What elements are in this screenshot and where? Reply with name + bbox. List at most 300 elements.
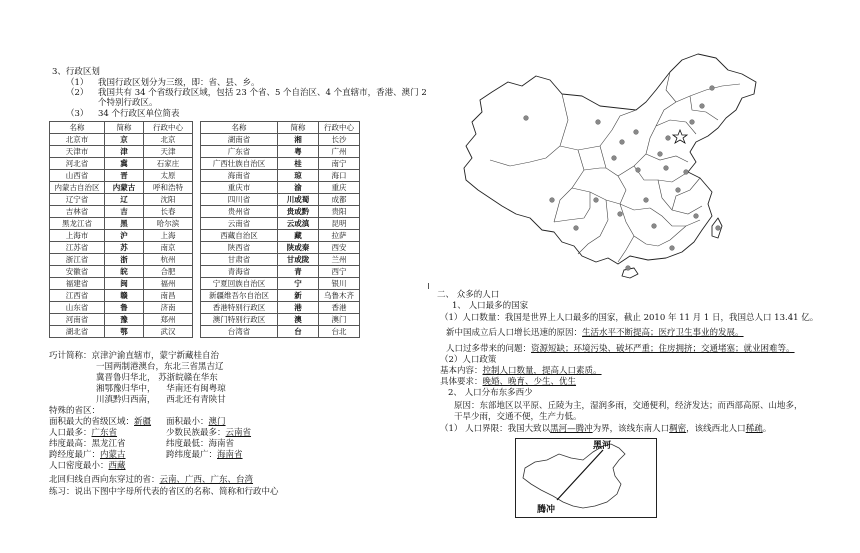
density-min-label: 人口密度最小： (49, 461, 109, 471)
province-name-text: 天津市 (65, 146, 89, 156)
province-capital (319, 290, 360, 302)
province-name-text: 西藏自治区 (220, 230, 258, 240)
province-name-text: 吉林省 (65, 206, 89, 216)
mnemonic-line-1: 巧计简称：京津沪渝直辖市，蒙宁新藏桂自治 (49, 351, 220, 361)
capital-dot (634, 130, 639, 135)
province-capital-text: 台北 (331, 326, 347, 336)
province-capital (144, 278, 193, 290)
capital-dot (524, 116, 529, 121)
capital-dot (716, 226, 721, 231)
province-capital-text: 郑州 (160, 314, 176, 324)
province-abbr-text: 辽 (120, 194, 128, 204)
province-name-text: 福建省 (65, 278, 89, 288)
province-abbr (105, 134, 144, 146)
province-name-text: 澳门特别行政区 (212, 314, 266, 324)
province-capital (319, 302, 360, 314)
capital-dot (636, 168, 641, 173)
province-name (201, 254, 278, 266)
header-abbr: 简称 (278, 122, 319, 134)
province-abbr-text: 闽 (120, 278, 128, 288)
province-abbr-text: 粤 (294, 146, 302, 156)
province-name-text: 香港特别行政区 (212, 302, 266, 312)
province-capital (144, 134, 193, 146)
capital-dot (550, 198, 555, 203)
mnemonic-line-5: 川滇黔归西南， 西北还有青陕甘 (96, 395, 226, 405)
province-capital (319, 134, 360, 146)
province-abbr (278, 146, 319, 158)
province-abbr (105, 290, 144, 302)
table-row (50, 182, 193, 194)
province-capital-text: 银川 (331, 278, 347, 288)
page-separator (428, 283, 429, 289)
minority-value: 云南省 (225, 428, 252, 438)
province-capital-text: 北京 (160, 134, 176, 144)
province-name (201, 146, 278, 158)
minority-max (166, 428, 251, 439)
province-name (201, 194, 278, 206)
province-name (50, 158, 105, 170)
province-abbr-text: 澳 (294, 314, 302, 324)
province-abbr-text: 青 (294, 266, 302, 276)
lon-span-value: 海南省 (217, 450, 243, 460)
province-abbr (278, 218, 319, 230)
province-capital (144, 194, 193, 206)
province-name (50, 146, 105, 158)
province-abbr (105, 242, 144, 254)
province-abbr (278, 182, 319, 194)
province-abbr-text: 港 (294, 302, 302, 312)
header-name: 名称 (201, 122, 278, 134)
lat-span-widest (166, 450, 243, 461)
province-abbr (278, 134, 319, 146)
province-abbr (278, 266, 319, 278)
p9-sparse: 稀疏 (745, 424, 763, 434)
mnemonic-line-2: 一国两制港澳台，东北三省黑吉辽 (96, 362, 224, 372)
province-capital (144, 314, 193, 326)
province-name-text: 黑龙江省 (62, 218, 92, 228)
province-abbr (105, 218, 144, 230)
area-min-label: 面积最小： (166, 417, 209, 427)
area-min-value: 澳门 (208, 417, 226, 427)
province-capital-text: 重庆 (331, 182, 347, 192)
province-name (201, 134, 278, 146)
lat-max: 纬度最高：黑龙江省 (49, 439, 126, 449)
province-capital (144, 326, 193, 338)
province-name-text: 贵州省 (227, 206, 251, 216)
p9-a: （1） 人口界限：我国大致以 (440, 424, 551, 434)
province-abbr (278, 230, 319, 242)
province-name-text: 内蒙古自治区 (54, 182, 100, 192)
population-p5 (440, 366, 602, 377)
province-abbr-text: 浙 (120, 254, 128, 264)
province-capital-text: 长沙 (331, 134, 347, 144)
province-capital (319, 314, 360, 326)
province-capital (319, 182, 360, 194)
province-capital (144, 170, 193, 182)
province-abbr-text: 云或滇 (286, 218, 310, 228)
province-name (201, 326, 278, 338)
table-row (50, 266, 193, 278)
capital-dot (694, 214, 699, 219)
capital-dot (664, 166, 669, 171)
province-abbr (105, 278, 144, 290)
province-abbr-text: 鲁 (120, 302, 128, 312)
province-capital-text: 福州 (160, 278, 176, 288)
province-abbr (105, 326, 144, 338)
capital-dot (596, 120, 601, 125)
p2-value: 生活水平不断提高；医疗卫生事业的发展。 (582, 328, 744, 338)
province-capital (319, 242, 360, 254)
table-row (50, 290, 193, 302)
province-capital (144, 230, 193, 242)
table-row (50, 194, 193, 206)
capital-dot (710, 86, 715, 91)
province-abbr (105, 194, 144, 206)
table-row (201, 218, 360, 230)
table-row (50, 242, 193, 254)
capital-dot (666, 136, 671, 141)
population-p9 (440, 424, 771, 435)
province-abbr-text: 桂 (294, 158, 302, 168)
capital-dot (618, 212, 623, 217)
table-row (201, 242, 360, 254)
province-abbr (105, 206, 144, 218)
province-abbr-text: 豫 (120, 314, 128, 324)
province-capital (319, 266, 360, 278)
province-capital-text: 澳门 (331, 314, 347, 324)
province-abbr (278, 314, 319, 326)
pop-max-value: 广东省 (91, 428, 118, 438)
mnemonic-line-3: 冀晋鲁归华北， 苏浙皖赣在华东 (96, 373, 218, 383)
province-name (201, 314, 278, 326)
province-capital (144, 146, 193, 158)
p6-label: 具体要求： (440, 377, 483, 387)
province-name (201, 290, 278, 302)
province-name (50, 290, 105, 302)
province-capital (319, 194, 360, 206)
province-name-text: 台湾省 (227, 326, 251, 336)
province-name (50, 218, 105, 230)
province-abbr-text: 甘或陇 (286, 254, 310, 264)
item2-line2: 个特别行政区。 (98, 98, 158, 108)
table-row (201, 194, 360, 206)
province-capital-text: 太原 (160, 170, 176, 180)
province-capital (319, 218, 360, 230)
item3-number: （3） (66, 109, 89, 119)
province-capital-text: 成都 (331, 194, 347, 204)
province-capital (144, 290, 193, 302)
capital-dot (700, 104, 705, 109)
province-capital-text: 拉萨 (331, 230, 347, 240)
province-abbr-text: 皖 (120, 266, 128, 276)
table-row (201, 206, 360, 218)
province-name (201, 158, 278, 170)
province-capital-text: 南宁 (331, 158, 347, 168)
p9-c: 为界，该线东南人口 (592, 424, 670, 434)
table-row (201, 290, 360, 302)
province-capital-text: 杭州 (160, 254, 176, 264)
province-name (50, 206, 105, 218)
province-capital-text: 武汉 (160, 326, 176, 336)
area-max-value: 新疆 (134, 417, 152, 427)
province-abbr (278, 290, 319, 302)
tengchong-label: 腾冲 (537, 505, 556, 515)
province-name-text: 江苏省 (65, 242, 89, 252)
province-capital (144, 302, 193, 314)
lon-span-label: 跨纬度最广： (166, 450, 218, 460)
table-row (201, 254, 360, 266)
province-abbr-text: 川或蜀 (286, 194, 310, 204)
province-abbr-text: 新 (294, 290, 302, 300)
area-min (166, 417, 226, 428)
province-abbr-text: 赣 (120, 290, 128, 300)
province-capital-text: 海口 (331, 170, 347, 180)
province-name-text: 湖南省 (227, 134, 251, 144)
province-name-text: 江西省 (65, 290, 89, 300)
province-name-text: 山西省 (65, 170, 89, 180)
province-abbr-text: 津 (120, 146, 128, 156)
province-capital-text: 沈阳 (160, 194, 176, 204)
province-name-text: 北京市 (65, 134, 89, 144)
province-capital (144, 254, 193, 266)
province-capital-text: 南京 (160, 242, 176, 252)
province-name (201, 242, 278, 254)
header-capital: 行政中心 (144, 122, 193, 134)
province-abbr (278, 302, 319, 314)
province-name-text: 新疆维吾尔自治区 (209, 290, 269, 300)
capital-dot (626, 266, 631, 271)
capital-dot (670, 246, 675, 251)
heihe-label: 黑河 (593, 441, 612, 451)
province-capital (144, 158, 193, 170)
table-row (50, 206, 193, 218)
province-abbr (278, 206, 319, 218)
province-capital-text: 香港 (331, 302, 347, 312)
table-row (201, 230, 360, 242)
section-title: 3、行政区划 (52, 67, 100, 77)
province-capital (144, 242, 193, 254)
p3-label: 人口过多带来的问题： (446, 344, 532, 354)
population-p6 (440, 377, 576, 388)
province-name (201, 278, 278, 290)
province-abbr-text: 晋 (120, 170, 128, 180)
table-row (201, 314, 360, 326)
table-header-row (50, 122, 193, 134)
p3-value: 资源短缺；环境污染、破坏严重；住房拥挤；交通堵塞；就业困难等。 (531, 344, 795, 354)
province-abbr (278, 170, 319, 182)
province-name-text: 湖北省 (65, 326, 89, 336)
province-capital-text: 天津 (160, 146, 176, 156)
province-capital-text: 昆明 (331, 218, 347, 228)
province-name-text: 辽宁省 (65, 194, 89, 204)
capital-dot (690, 120, 695, 125)
province-abbr-text: 陕或秦 (286, 242, 310, 252)
province-capital (319, 170, 360, 182)
population-heading: 二、 众多的人口 (437, 290, 500, 300)
lat-min: 纬度最低：海南省 (166, 439, 235, 449)
province-abbr (278, 254, 319, 266)
table-row (201, 278, 360, 290)
p5-label: 基本内容： (440, 366, 483, 376)
capital-dot (658, 152, 663, 157)
province-abbr (105, 170, 144, 182)
province-table-left (49, 121, 193, 338)
province-name (201, 170, 278, 182)
province-table-right (200, 121, 360, 338)
lat-span-value: 内蒙古 (100, 450, 126, 460)
table-row (201, 146, 360, 158)
table-row (201, 182, 360, 194)
province-name (50, 254, 105, 266)
province-name (50, 182, 105, 194)
province-capital (144, 218, 193, 230)
province-name (201, 266, 278, 278)
province-name (201, 182, 278, 194)
table-row (50, 134, 193, 146)
province-capital (144, 206, 193, 218)
item3-text: 34 个行政区单位简表 (98, 109, 180, 119)
province-capital (319, 278, 360, 290)
tropic-value: 云南、广西、广东、台湾 (159, 475, 254, 485)
population-sub2: 2、 人口分布东多西少 (448, 388, 533, 398)
province-abbr-text: 沪 (120, 230, 128, 240)
province-capital (319, 230, 360, 242)
heihe-tengchong-map (515, 438, 657, 518)
p9-e: ，该线西北人口 (686, 424, 746, 434)
header-capital: 行政中心 (319, 122, 360, 134)
province-name-text: 陕西省 (227, 242, 251, 252)
special-title: 特殊的省区： (49, 406, 101, 416)
province-name (50, 278, 105, 290)
province-name-text: 河南省 (65, 314, 89, 324)
province-name-text: 上海市 (65, 230, 89, 240)
province-abbr (278, 326, 319, 338)
province-abbr-text: 鄂 (120, 326, 128, 336)
province-abbr (105, 158, 144, 170)
capital-dot (676, 188, 681, 193)
province-capital-text: 济南 (160, 302, 176, 312)
mnemonic-line-4: 湘鄂豫归华中， 华南还有闽粤琼 (96, 384, 226, 394)
province-abbr-text: 湘 (294, 134, 302, 144)
province-name (50, 170, 105, 182)
province-abbr (105, 182, 144, 194)
capital-dot (594, 198, 599, 203)
province-name (50, 194, 105, 206)
table-row (201, 158, 360, 170)
province-name-text: 云南省 (227, 218, 251, 228)
province-capital-text: 西安 (331, 242, 347, 252)
item2-number: （2） (66, 88, 89, 98)
province-abbr-text: 藏 (294, 230, 302, 240)
p5-value: 控制人口数量，提高人口素质。 (482, 366, 602, 376)
item2-line1: 我国共有 34 个省级行政区域，包括 23 个省、5 个自治区、4 个直辖市，香港、澳门 2 (98, 88, 427, 98)
p9-g: 。 (762, 424, 772, 434)
province-capital-text: 呼和浩特 (153, 182, 183, 192)
capital-dot (620, 140, 625, 145)
p9-line-name: 黑河—腾冲 (550, 424, 593, 434)
population-p7: 原因：东部地区以平原、丘陵为主，湿润多雨，交通便利，经济发达；而西部高原、山地多， (454, 401, 803, 411)
population-p1: （1）人口数量：我国是世界上人口最多的国家，截止 2010 年 11 月 1 日，我国总人口 13.41 亿。 (440, 313, 819, 323)
province-capital (319, 206, 360, 218)
tropic-line (49, 475, 253, 486)
table-row (50, 218, 193, 230)
item1-text: 我国行政区划分为三级，即：省、县、乡。 (98, 78, 260, 88)
province-name-text: 宁夏回族自治区 (212, 278, 266, 288)
china-province-map (450, 50, 770, 280)
province-capital-text: 上海 (160, 230, 176, 240)
table-row (50, 158, 193, 170)
province-abbr (105, 230, 144, 242)
province-abbr (278, 242, 319, 254)
lon-span-widest (49, 450, 126, 461)
item1-number: （1） (66, 78, 89, 88)
province-abbr (278, 278, 319, 290)
province-abbr (105, 266, 144, 278)
capital-dot (574, 226, 579, 231)
province-abbr (105, 314, 144, 326)
province-name (50, 314, 105, 326)
province-name (201, 302, 278, 314)
province-name (50, 266, 105, 278)
province-capital-text: 合肥 (160, 266, 176, 276)
population-p4: （2）人口政策 (440, 355, 497, 365)
capital-dot (644, 198, 649, 203)
province-name-text: 广西壮族自治区 (212, 158, 266, 168)
table-row (50, 314, 193, 326)
province-abbr-text: 琼 (294, 170, 302, 180)
province-name-text: 山东省 (65, 302, 89, 312)
table-row (201, 266, 360, 278)
table-row (201, 170, 360, 182)
province-name (50, 230, 105, 242)
population-p8: 干旱少雨，交通不便，生产力低。 (454, 412, 582, 422)
province-name-text: 四川省 (227, 194, 251, 204)
province-name-text: 河北省 (65, 158, 89, 168)
capital-dot (684, 170, 689, 175)
province-abbr-text: 黑 (120, 218, 128, 228)
table-row (50, 254, 193, 266)
area-max (49, 417, 151, 428)
table-row (201, 134, 360, 146)
minority-label: 少数民族最多： (166, 428, 226, 438)
province-name (50, 302, 105, 314)
province-abbr (105, 146, 144, 158)
pop-max (49, 428, 117, 439)
table-row (50, 230, 193, 242)
province-name-text: 甘肃省 (227, 254, 251, 264)
province-name-text: 青海省 (227, 266, 251, 276)
province-abbr-text: 吉 (120, 206, 128, 216)
province-abbr (278, 158, 319, 170)
province-capital-text: 广州 (331, 146, 347, 156)
header-name: 名称 (50, 122, 105, 134)
p2-label: 新中国成立后人口增长迅速的原因： (446, 328, 583, 338)
header-abbr: 简称 (105, 122, 144, 134)
province-capital (319, 254, 360, 266)
province-capital (319, 146, 360, 158)
province-abbr (278, 194, 319, 206)
population-p2 (446, 328, 744, 339)
population-p3 (446, 344, 795, 355)
province-capital-text: 南昌 (160, 290, 176, 300)
p9-dense: 稠密 (669, 424, 687, 434)
province-abbr (105, 254, 144, 266)
province-name-text: 安徽省 (65, 266, 89, 276)
province-abbr-text: 台 (294, 326, 302, 336)
province-abbr-text: 京 (120, 134, 128, 144)
density-min (49, 461, 126, 472)
province-abbr (105, 302, 144, 314)
